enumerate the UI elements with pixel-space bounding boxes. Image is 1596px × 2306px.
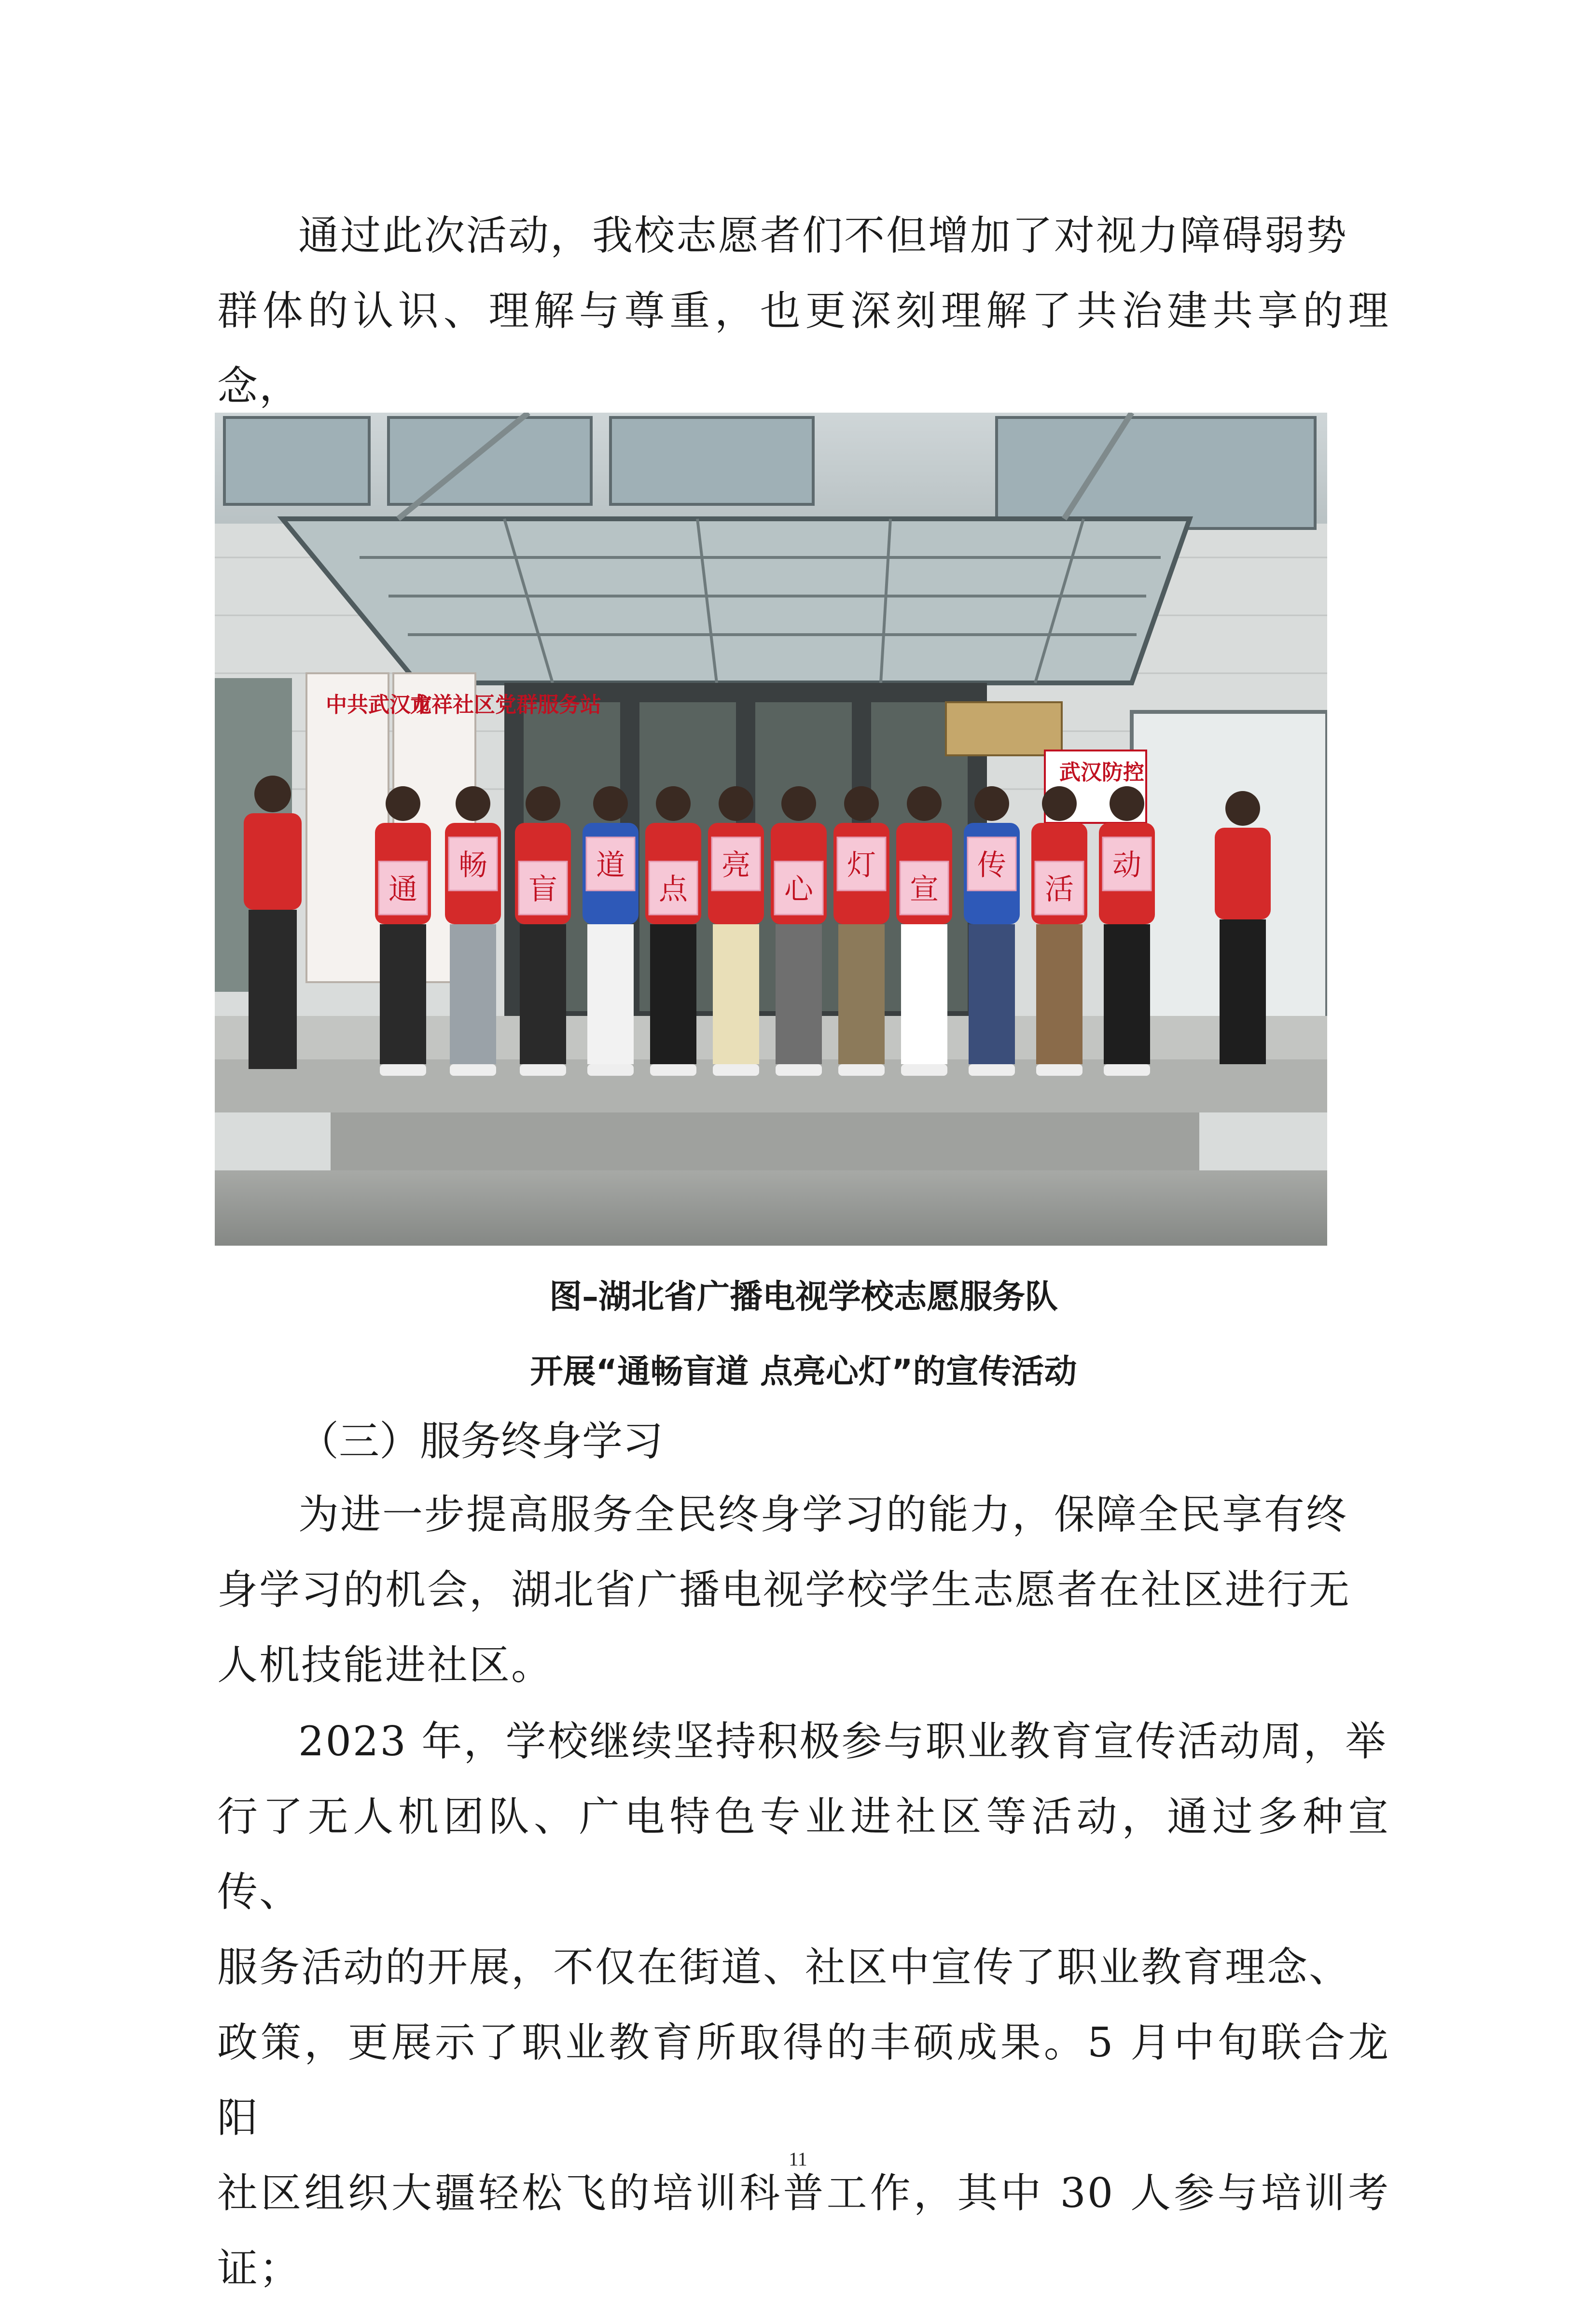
board-left-text: 中共武汉市 [326,693,432,717]
sign-character: 灯 [847,848,876,882]
person-legs [776,924,822,1064]
paragraph-line: 身学习的机会，湖北省广播电视学校学生志愿者在社区进行无 [217,1566,1351,1613]
person-shoes [587,1064,634,1076]
person-legs [650,924,696,1064]
person-shoes [969,1064,1015,1076]
photo-caption-line2: 开展“通畅盲道 点亮心灯”的宣传活动 [530,1353,1077,1391]
paragraph-line: 政策，更展示了职业教育所取得的丰硕成果。5 月中旬联合龙阳 [217,2019,1390,2141]
paragraph-line: 行了无人机团队、广电特色专业进社区等活动，通过多种宣传、 [217,1793,1390,1916]
person-head [1042,786,1077,821]
person-shoes [713,1064,759,1076]
person-shoes [650,1064,696,1076]
person-head [456,786,490,821]
person-shoes [901,1064,947,1076]
paragraph-line: 群体的认识、理解与尊重，也更深刻理解了共治建共享的理念， [217,287,1390,410]
person-head [593,786,628,821]
photo-caption-line1: 图–湖北省广播电视学校志愿服务队 [549,1278,1058,1316]
sign-character: 心 [784,873,813,906]
volunteer-group-photo [215,413,1327,1246]
person-legs [520,924,566,1064]
person-legs [1220,919,1266,1064]
person-head [656,786,691,821]
person-head [1225,791,1260,826]
person-legs [969,924,1015,1064]
paragraph-line: 人机技能进社区。 [217,1641,554,1689]
page-number: 11 [789,2148,807,2170]
person-legs [1104,924,1150,1064]
person-head [254,776,291,812]
person-head [781,786,816,821]
person-head [719,786,753,821]
paragraph-line: 社区组织大疆轻松飞的培训科普工作，其中 30 人参与培训考证； [217,2169,1390,2292]
person-head [526,786,560,821]
person-shoes [1104,1064,1150,1076]
person-legs [1036,924,1083,1064]
paragraph-line: 为进一步提高服务全民终身学习的能力，保障全民享有终 [298,1491,1348,1538]
paragraph-line: 通过此次活动，我校志愿者们不但增加了对视力障碍弱势 [298,212,1348,259]
sign-character: 道 [596,848,625,882]
person-head [974,786,1009,821]
person-head [907,786,942,821]
sign-character: 通 [389,873,417,906]
person-head [386,786,420,821]
plaque-text: 武汉防控 [1059,760,1144,785]
person-legs [901,924,947,1064]
person-shoes [520,1064,566,1076]
person-legs [249,910,297,1069]
sign-character: 活 [1045,873,1074,906]
section-heading: （三）服务终身学习 [298,1417,664,1465]
sign-character: 动 [1112,848,1141,882]
sign-character: 盲 [528,873,557,906]
person-vest [1215,828,1271,919]
paragraph-line: 服务活动的开展，不仅在街道、社区中宣传了职业教育理念、 [217,1944,1351,1991]
sign-character: 点 [659,873,688,906]
person-head [844,786,879,821]
person-shoes [776,1064,822,1076]
person-shoes [380,1064,426,1076]
person-legs [587,924,634,1064]
sign-character: 畅 [458,848,487,882]
paragraph-lifelong-learning [217,1477,1390,1703]
person-legs [450,924,496,1064]
person-shoes [1036,1064,1083,1076]
sign-character: 传 [977,848,1006,882]
person-legs [838,924,885,1064]
person-head [1110,786,1144,821]
person-shoes [450,1064,496,1076]
person-vest [244,813,302,910]
paragraph-line: 2023 年，学校继续坚持积极参与职业教育宣传活动周，举 [298,1718,1388,1765]
board-right-text: 龙祥社区党群服务站 [410,693,601,717]
person-shoes [838,1064,885,1076]
sign-character: 亮 [722,848,750,882]
sign-character: 宣 [910,873,939,906]
person-legs [713,924,759,1064]
paragraph-2023-activities [217,1704,1390,2306]
person-legs [380,924,426,1064]
